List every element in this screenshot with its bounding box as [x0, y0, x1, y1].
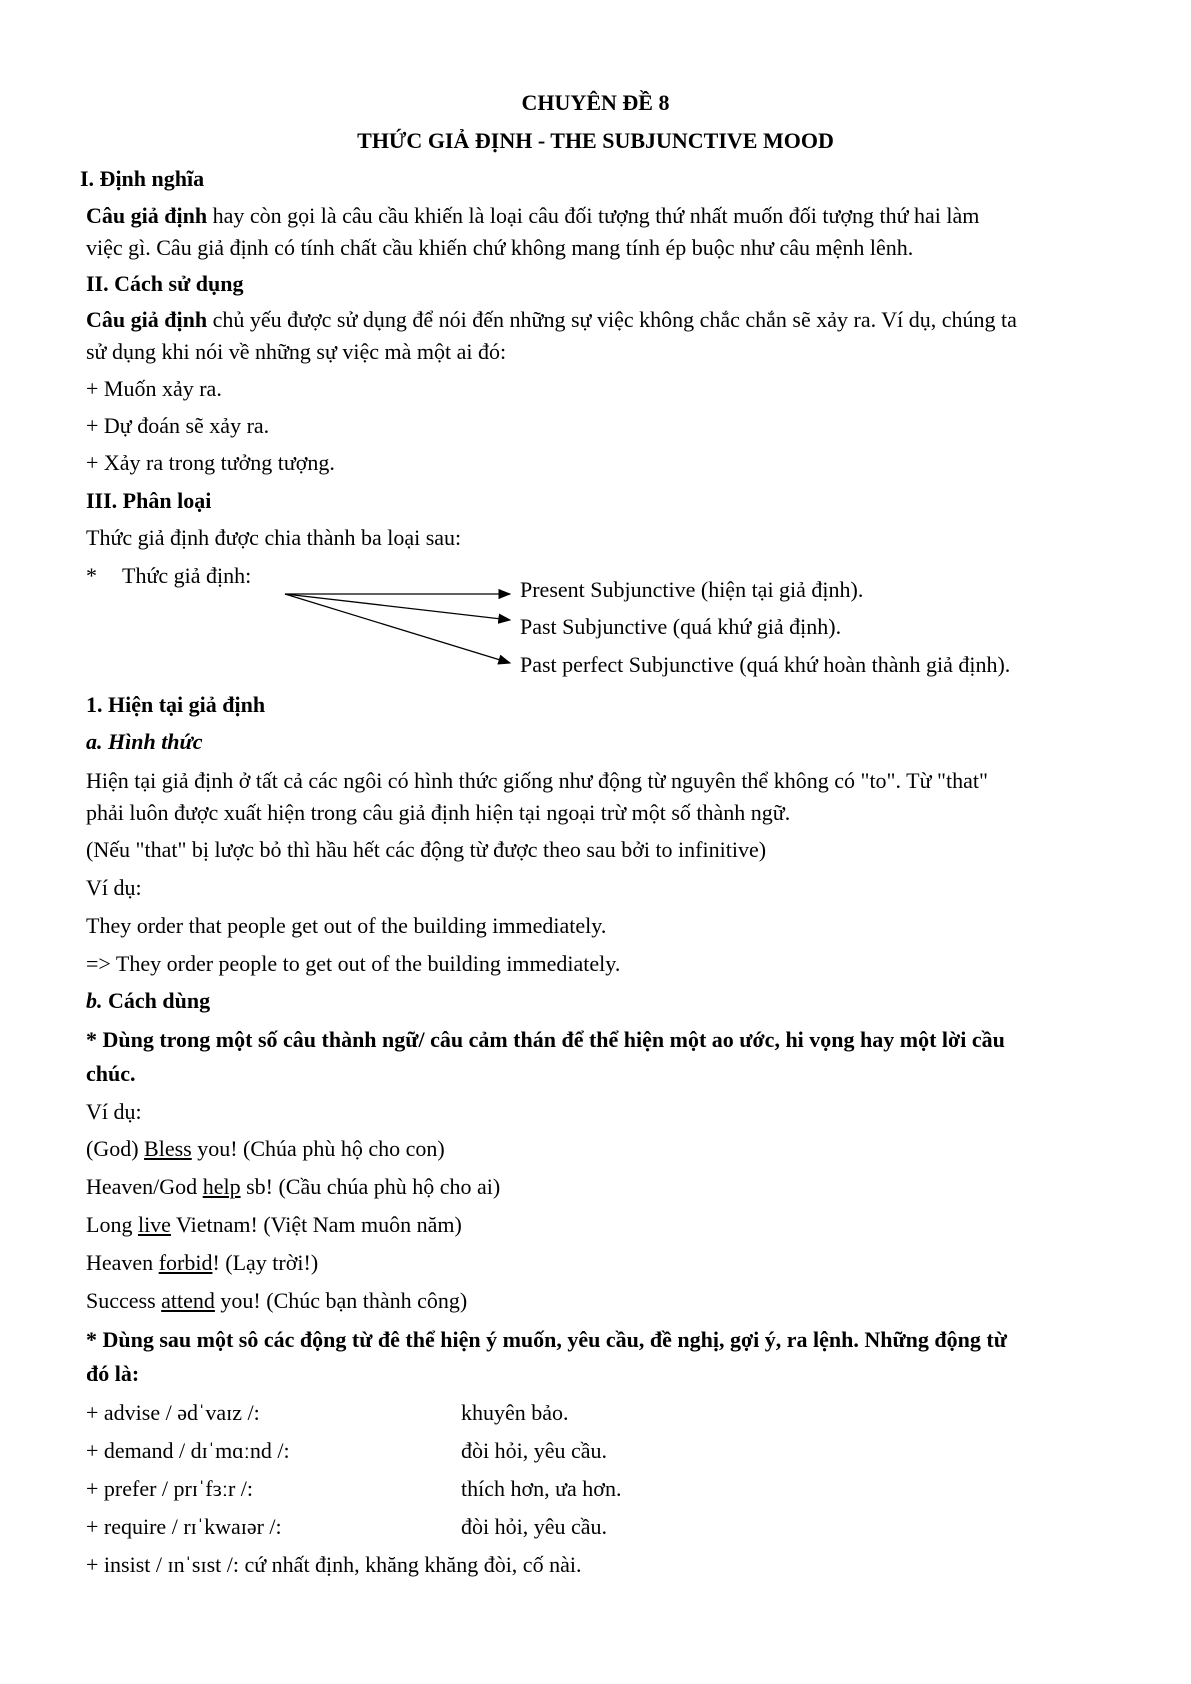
- usage-rule-2-line-1: * Dùng sau một sô các động từ đê thể hiện ý muốn, yêu cầu, đề nghị, gợi ý, ra lệnh. Những động từ: [86, 1327, 1007, 1352]
- section-1-paragraph-line-2: việc gì. Câu giả định có tính chất cầu khiến chứ không mang tính ép buộc như câu mệnh lênh.: [86, 235, 914, 260]
- example-verb: live: [137, 1212, 171, 1237]
- verb-term: + prefer / prɪˈfɜːr /:: [86, 1476, 254, 1501]
- example-sentence: They order that people get out of the building immediately.: [86, 913, 607, 938]
- verb-meaning: thích hơn, ưa hơn.: [461, 1476, 622, 1501]
- section-2-paragraph-line-2: sử dụng khi nói về những sự việc mà một ai đó:: [86, 339, 507, 364]
- subjunctive-type-present: Present Subjunctive (hiện tại giả định).: [520, 577, 864, 602]
- exclamation-example: [86, 1136, 445, 1162]
- verb-term: + demand / dɪˈmɑːnd /:: [86, 1438, 290, 1463]
- example-sentence: => They order people to get out of the building immediately.: [86, 951, 621, 976]
- verb-item: [86, 1476, 622, 1502]
- paragraph-text: hay còn gọi là câu cầu khiến là loại câu đối tượng thứ nhất muốn đối tượng thứ hai làm: [207, 203, 980, 228]
- example-verb: attend: [161, 1288, 215, 1313]
- example-verb: forbid: [158, 1250, 213, 1275]
- arrow-to-past: [285, 594, 510, 620]
- subsection-b-title: Cách dùng: [102, 988, 211, 1013]
- subsection-b-heading: [86, 988, 210, 1014]
- example-text: Vietnam! (Việt Nam muôn năm): [170, 1212, 462, 1237]
- paragraph-text: chủ yếu được sử dụng để nói đến những sự việc không chắc chắn sẽ xảy ra. Ví dụ, chúng ta: [207, 307, 1017, 332]
- document-subtitle: THỨC GIẢ ĐỊNH - THE SUBJUNCTIVE MOOD: [357, 128, 834, 153]
- term-bold: Câu giả định: [86, 203, 208, 228]
- exclamation-example: [86, 1250, 318, 1276]
- subjunctive-type-past: Past Subjunctive (quá khứ giả định).: [520, 614, 842, 639]
- example-text: Success: [86, 1288, 162, 1313]
- verb-term: + advise / ədˈvaɪz /:: [86, 1400, 260, 1425]
- verb-meaning: đòi hỏi, yêu cầu.: [461, 1514, 608, 1539]
- verb-meaning: khuyên bảo.: [461, 1400, 569, 1425]
- subsection-1-heading: 1. Hiện tại giả định: [86, 692, 266, 717]
- section-3-intro: Thức giả định được chia thành ba loại sau:: [86, 525, 462, 550]
- classification-star: *: [86, 563, 97, 588]
- section-1-heading: I. Định nghĩa: [80, 166, 205, 191]
- bullet-item: + Xảy ra trong tưởng tượng.: [86, 450, 335, 475]
- example-label: Ví dụ:: [86, 875, 142, 900]
- usage-rule-2-line-2: đó là:: [86, 1361, 140, 1386]
- document-title: CHUYÊN ĐỀ 8: [521, 90, 670, 115]
- bullet-item: + Muốn xảy ra.: [86, 376, 222, 401]
- example-text: (God): [86, 1136, 145, 1161]
- exclamation-example: [86, 1212, 462, 1238]
- form-paragraph-line-2: phải luôn được xuất hiện trong câu giả định hiện tại ngoại trừ một số thành ngữ.: [86, 800, 791, 825]
- subsection-b-letter: b.: [86, 988, 103, 1013]
- subjunctive-type-past-perfect: Past perfect Subjunctive (quá khứ hoàn thành giả định).: [520, 652, 1011, 677]
- verb-item: [86, 1438, 608, 1464]
- example-text: ! (Lạy trời!): [212, 1250, 319, 1275]
- example-text: Heaven/God: [86, 1174, 203, 1199]
- example-text: you! (Chúc bạn thành công): [214, 1288, 468, 1313]
- usage-rule-1-line-2: chúc.: [86, 1061, 136, 1086]
- example-label: Ví dụ:: [86, 1099, 142, 1124]
- verb-item-last: + insist / ɪnˈsɪst /: cứ nhất định, khăng khăng đòi, cố nài.: [86, 1552, 582, 1577]
- section-2-heading: II. Cách sử dụng: [86, 271, 244, 296]
- exclamation-example: [86, 1288, 467, 1314]
- example-text: Long: [86, 1212, 138, 1237]
- example-text: you! (Chúa phù hộ cho con): [191, 1136, 445, 1161]
- usage-rule-1-line-1: * Dùng trong một số câu thành ngữ/ câu cảm thán để thể hiện một ao ước, hi vọng hay một lời cầu: [86, 1027, 1005, 1052]
- section-3-heading: III. Phân loại: [86, 488, 212, 513]
- example-verb: help: [202, 1174, 241, 1199]
- example-text: sb! (Cầu chúa phù hộ cho ai): [240, 1174, 501, 1199]
- verb-item: [86, 1514, 608, 1540]
- form-note: (Nếu "that" bị lược bỏ thì hầu hết các động từ được theo sau bởi to infinitive): [86, 837, 767, 862]
- bullet-item: + Dự đoán sẽ xảy ra.: [86, 413, 270, 438]
- form-paragraph-line-1: Hiện tại giả định ở tất cả các ngôi có hình thức giống như động từ nguyên thể không có "to". Từ "that": [86, 768, 988, 793]
- term-bold: Câu giả định: [86, 307, 208, 332]
- verb-meaning: đòi hỏi, yêu cầu.: [461, 1438, 608, 1463]
- example-verb: Bless: [144, 1136, 192, 1161]
- verb-term: + require / rɪˈkwaɪər /:: [86, 1514, 282, 1539]
- example-text: Heaven: [86, 1250, 159, 1275]
- arrow-to-past-perfect: [285, 594, 510, 663]
- verb-item: [86, 1400, 569, 1426]
- exclamation-example: [86, 1174, 500, 1200]
- classification-label: Thức giả định:: [122, 563, 252, 588]
- subsection-a-heading: a. Hình thức: [86, 729, 203, 754]
